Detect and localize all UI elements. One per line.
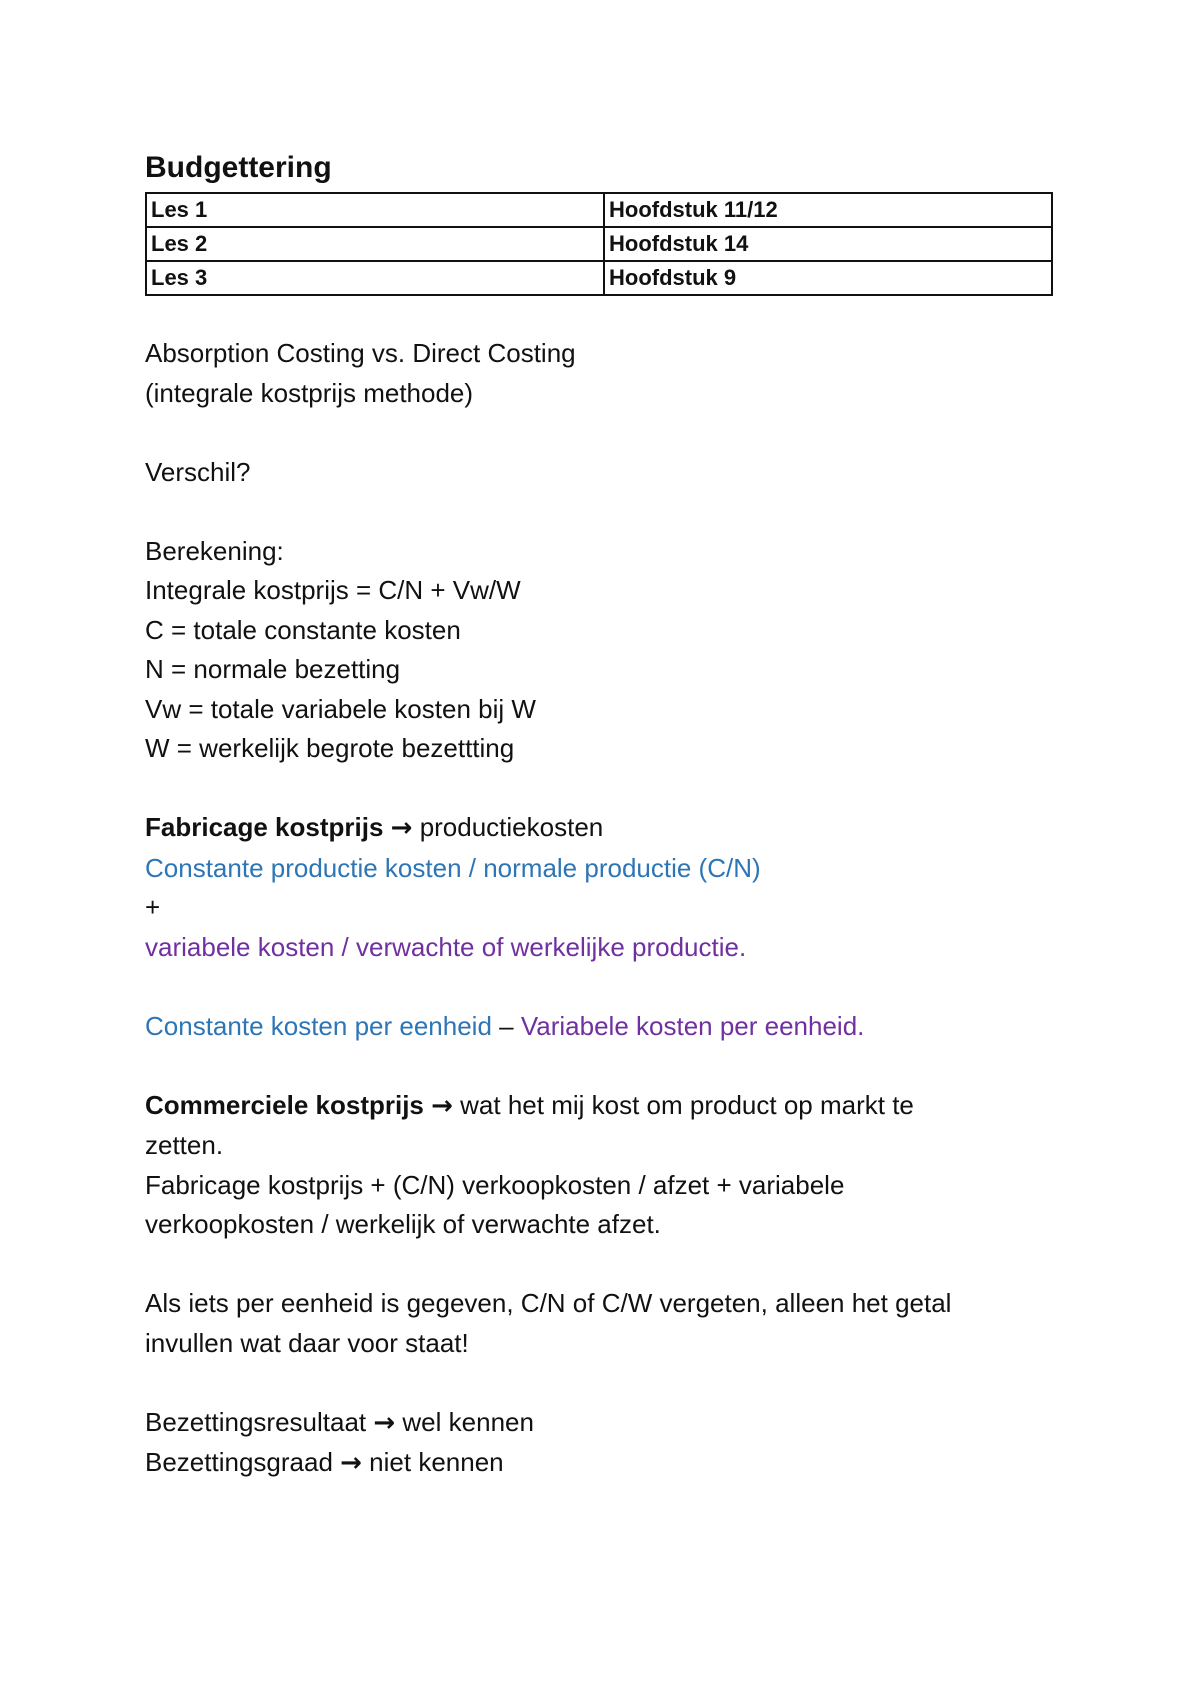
lesson-cell: Les 3 <box>146 261 604 295</box>
formula-line: Integrale kostprijs = C/N + Vw/W <box>145 575 521 605</box>
constant-cost-line: Constante productie kosten / normale productie (C/N) <box>145 852 761 883</box>
definition-line: C = totale constante kosten <box>145 614 461 645</box>
commercieel-label: Commerciele kostprijs <box>145 1089 424 1120</box>
chapter-cell: Hoofdstuk 11/12 <box>604 193 1052 227</box>
berekening-heading: Berekening: <box>145 535 284 566</box>
table-row <box>146 261 1052 295</box>
bezetting-status: niet kennen <box>369 1447 504 1477</box>
definition-line: N = normale bezetting <box>145 654 401 684</box>
commercieel-formula-line: Fabricage kostprijs + (C/N) verkoopkosten / afzet + variabele <box>145 1169 845 1200</box>
arrow-right-icon: → <box>431 1090 453 1121</box>
bezetting-status: wel kennen <box>402 1406 534 1437</box>
note-line: Als iets per eenheid is gegeven, C/N of C/W vergeten, alleen het getal <box>145 1288 952 1318</box>
arrow-right-icon: → <box>373 1407 396 1438</box>
commercieel-desc-cont: zetten. <box>145 1130 224 1160</box>
intro-line: Absorption Costing vs. Direct Costing <box>145 338 576 368</box>
summary-constant: Constante kosten per eenheid <box>145 1010 492 1041</box>
commercieel-desc: wat het mij kost om product op markt te <box>460 1089 914 1120</box>
bezetting-term: Bezettingsgraad <box>145 1447 333 1477</box>
bezetting-line <box>145 1403 1055 1444</box>
lessons-table <box>145 192 1053 296</box>
arrow-right-icon: → <box>390 813 413 843</box>
commercieel-formula-line: verkoopkosten / werkelijk of verwachte afzet. <box>145 1209 661 1239</box>
summary-variable: Variabele kosten per eenheid. <box>520 1010 865 1041</box>
document-page <box>145 148 1055 1484</box>
definition-line: Vw = totale variabele kosten bij W <box>145 693 536 724</box>
chapter-cell: Hoofdstuk 9 <box>604 261 1052 295</box>
lesson-cell: Les 1 <box>146 193 604 227</box>
note-line: invullen wat daar voor staat! <box>145 1327 469 1358</box>
commercieel-heading-line <box>145 1086 1055 1127</box>
variable-cost-line: variabele kosten / verwachte of werkelijke productie. <box>145 931 747 962</box>
fabricage-heading-line <box>145 808 1055 849</box>
bezetting-term: Bezettingsresultaat <box>145 1406 367 1437</box>
table-row <box>146 227 1052 261</box>
chapter-cell: Hoofdstuk 14 <box>604 227 1052 261</box>
intro-subline: (integrale kostprijs methode) <box>145 377 474 408</box>
plus-sign: + <box>145 892 161 922</box>
page-title: Budgettering <box>145 151 332 184</box>
definition-line: W = werkelijk begrote bezettting <box>145 733 515 763</box>
fabricage-label: Fabricage kostprijs <box>145 812 384 842</box>
verschil-question: Verschil? <box>145 456 251 487</box>
bezetting-line <box>145 1443 1055 1484</box>
table-row <box>146 193 1052 227</box>
lesson-cell: Les 2 <box>146 227 604 261</box>
fabricage-desc: productiekosten <box>419 812 604 842</box>
summary-dash: – <box>499 1010 514 1041</box>
summary-line <box>145 1007 1055 1047</box>
arrow-right-icon: → <box>340 1448 362 1478</box>
